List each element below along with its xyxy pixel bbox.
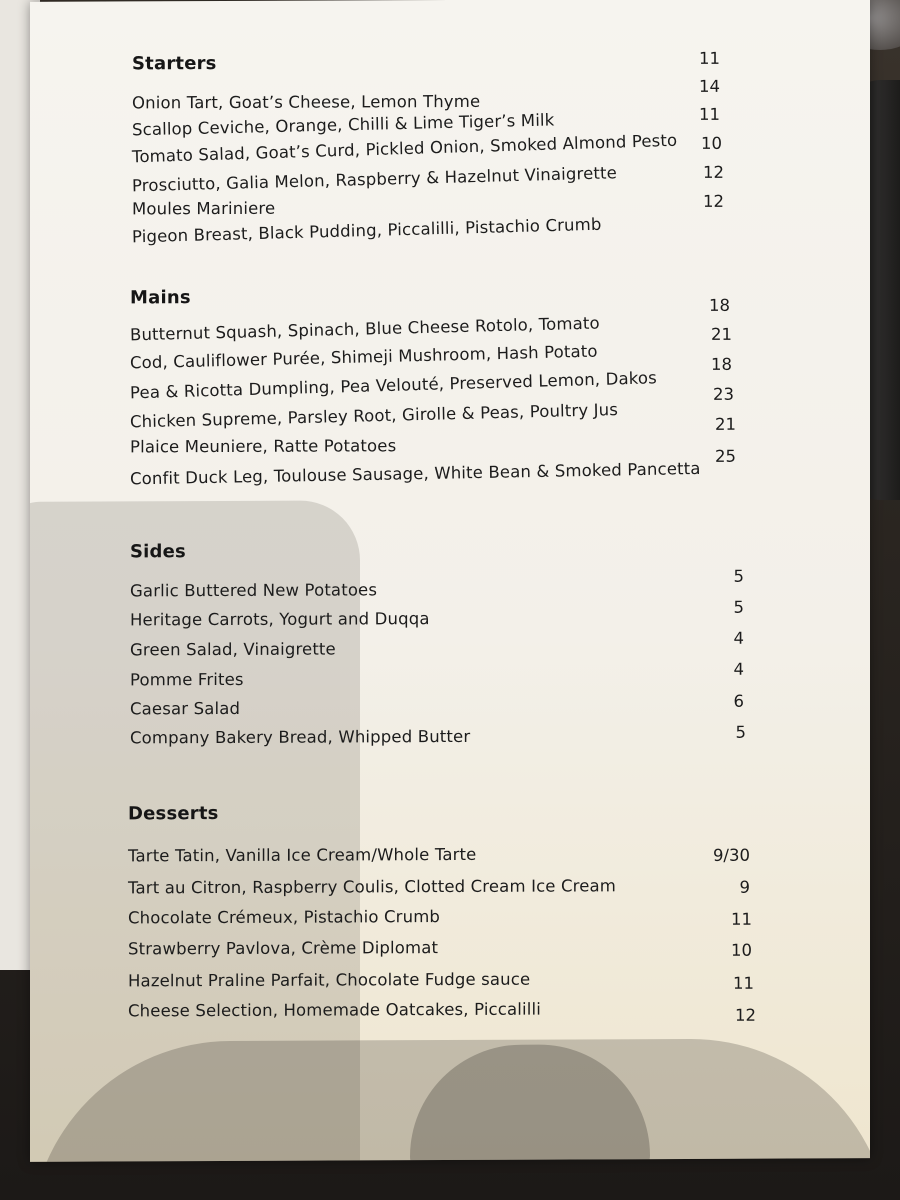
starter-item-4: Prosciutto, Galia Melon, Raspberry & Hazelnut Vinaigrette <box>131 163 618 196</box>
main-price-6: 25 <box>715 446 736 466</box>
main-item-1: Butternut Squash, Spinach, Blue Cheese Rotolo, Tomato <box>129 313 600 345</box>
main-price-4: 23 <box>713 384 734 404</box>
side-item-4: Pomme Frites <box>130 669 244 690</box>
side-price-3: 4 <box>733 628 744 648</box>
side-item-2: Heritage Carrots, Yogurt and Duqqa <box>130 609 430 630</box>
dessert-item-1: Tarte Tatin, Vanilla Ice Cream/Whole Tarte <box>128 844 477 866</box>
dessert-price-2: 9 <box>739 877 750 897</box>
starter-price-2: 14 <box>699 76 720 96</box>
main-price-5: 21 <box>715 414 736 434</box>
dessert-price-3: 11 <box>731 909 752 929</box>
side-item-3: Green Salad, Vinaigrette <box>130 639 336 660</box>
main-item-3: Pea & Ricotta Dumpling, Pea Velouté, Preserved Lemon, Dakos <box>129 368 658 403</box>
starter-price-6: 12 <box>703 191 724 211</box>
side-item-6: Company Bakery Bread, Whipped Butter <box>130 726 471 748</box>
sides-heading: Sides <box>130 541 186 563</box>
starter-item-2: Scallop Ceviche, Orange, Chilli & Lime Tiger’s Milk <box>131 110 555 140</box>
dessert-item-5: Hazelnut Praline Parfait, Chocolate Fudge sauce <box>128 969 531 991</box>
starter-price-1: 11 <box>699 48 720 68</box>
dessert-price-6: 12 <box>735 1005 756 1025</box>
starter-price-3: 11 <box>699 104 720 124</box>
starter-item-5: Moules Mariniere <box>132 198 276 219</box>
side-price-4: 4 <box>733 659 744 679</box>
side-price-1: 5 <box>733 566 744 586</box>
starter-price-5: 12 <box>703 162 724 182</box>
main-item-6: Confit Duck Leg, Toulouse Sausage, White Bean & Smoked Pancetta <box>129 458 701 489</box>
side-price-6: 5 <box>735 722 746 742</box>
dessert-item-3: Chocolate Crémeux, Pistachio Crumb <box>128 907 441 928</box>
main-price-1: 18 <box>709 295 730 315</box>
dessert-price-1: 9/30 <box>712 845 750 865</box>
desserts-heading: Desserts <box>128 803 219 825</box>
starters-heading: Starters <box>132 53 217 75</box>
side-item-1: Garlic Buttered New Potatoes <box>130 580 378 601</box>
main-price-3: 18 <box>711 354 732 374</box>
side-price-2: 5 <box>733 597 744 617</box>
main-item-5: Plaice Meuniere, Ratte Potatoes <box>130 436 397 457</box>
starter-item-3: Tomato Salad, Goat’s Curd, Pickled Onion, Smoked Almond Pesto <box>131 130 678 167</box>
main-item-4: Chicken Supreme, Parsley Root, Girolle & Peas, Poultry Jus <box>129 400 619 432</box>
main-price-2: 21 <box>711 324 732 344</box>
starter-item-1: Onion Tart, Goat’s Cheese, Lemon Thyme <box>132 91 481 113</box>
starter-item-6: Pigeon Breast, Black Pudding, Piccalilli, Pistachio Crumb <box>131 214 602 247</box>
dessert-item-2: Tart au Citron, Raspberry Coulis, Clotted Cream Ice Cream <box>128 876 617 898</box>
side-item-5: Caesar Salad <box>130 698 241 719</box>
dessert-item-4: Strawberry Pavlova, Crème Diplomat <box>128 938 439 959</box>
starter-price-4: 10 <box>701 133 722 153</box>
mains-heading: Mains <box>130 287 191 309</box>
dessert-price-5: 11 <box>733 973 754 993</box>
dessert-price-4: 10 <box>731 940 752 960</box>
side-price-5: 6 <box>733 691 744 711</box>
menu-page <box>30 0 870 1162</box>
main-item-2: Cod, Cauliflower Purée, Shimeji Mushroom, Hash Potato <box>129 341 598 373</box>
dessert-item-6: Cheese Selection, Homemade Oatcakes, Piccalilli <box>128 999 541 1021</box>
